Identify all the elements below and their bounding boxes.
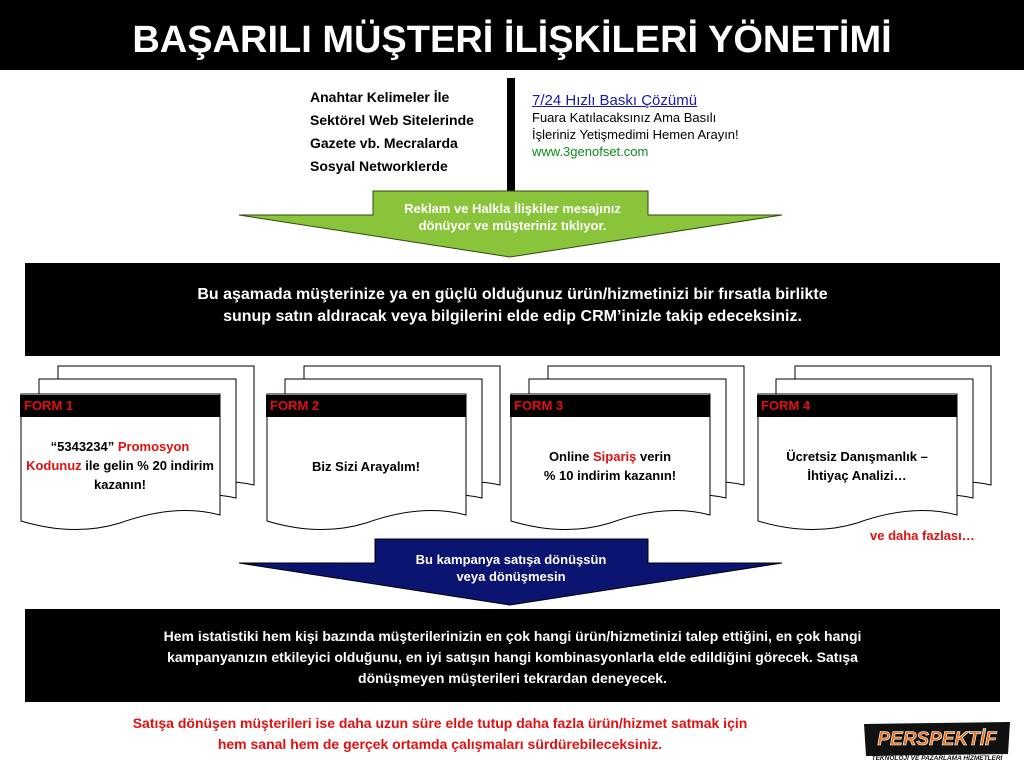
search-ad [532,92,739,160]
navy-arrow-text [375,551,647,585]
form-text [516,447,704,485]
info-box-2-line1: Hem istatistiki hem kişi bazında müşterilerinizin en çok hangi ürün/hizmetinizi talep ettiğini, en çok hangi [163,628,862,644]
more-text: ve daha fazlası… [870,528,975,543]
form-card-3 [510,365,750,535]
form-label: FORM 2 [266,395,466,417]
form-text [26,437,214,494]
form3-online: Online [548,449,593,464]
keyword-list [310,86,474,178]
form-label: FORM 3 [510,395,710,417]
form-text [763,447,951,485]
footer-text [40,713,840,755]
ad-description-2: İşleriniz Yetişmedimi Hemen Arayın! [532,127,739,142]
form4-line2: İhtiyaç Analizi… [807,468,907,483]
callout1-line1: Reklam ve Halkla İlişkiler mesajınız [404,201,621,216]
form-card-2 [266,365,506,535]
form1-code: “5343234” [50,439,118,454]
info-box-2 [25,609,1000,702]
form-card-4 [757,365,997,535]
ad-title-link[interactable]: 7/24 Hızlı Baskı Çözümü [532,92,698,109]
info-box-1-line1: Bu aşamada müşterinize ya en güçlü olduğunuz ürün/hizmetinizi bir fırsatla birlikte [197,286,828,303]
form3-discount: % 10 indirim kazanın! [543,468,677,483]
form4-line1: Ücretsiz Danışmanlık – [786,449,928,464]
form-text [272,457,460,476]
divider-bar [507,78,515,198]
form1-rest: ile gelin % 20 indirim kazanın! [81,458,214,492]
ad-description-1: Fuara Katılacaksınız Ama Basılı [532,110,717,125]
keyword-item: Gazete vb. Mecralarda [310,135,458,151]
page-title: BAŞARILI MÜŞTERİ İLİŞKİLERİ YÖNETİMİ [0,0,1024,70]
footer-line1: Satışa dönüşen müşterileri ise daha uzun süre elde tutup daha fazla ürün/hizmet satmak için [132,715,748,731]
callout1-line2: dönüyor ve müşteriniz tıklıyor. [418,218,607,233]
form3-order: Sipariş [593,449,637,464]
info-box-1 [25,263,1000,356]
info-box-2-line2: kampanyanızın etkileyici olduğunu, en iyi satışın hangi kombinasyonlarla elde edildiğini görecek. Satışa [167,649,858,665]
keyword-item: Sektörel Web Sitelerinde [310,112,474,128]
form-label: FORM 1 [20,395,220,417]
form3-verin: verin [636,449,672,464]
form-label: FORM 4 [757,395,957,417]
perspektif-logo [862,720,1012,762]
footer-line2: hem sanal hem de gerçek ortamda çalışmaları sürdürebileceksiniz. [217,736,663,752]
svg-text:PERSPEKTİF: PERSPEKTİF [877,729,997,750]
form-card-1 [20,365,260,535]
keyword-item: Anahtar Kelimeler İle [310,89,450,105]
info-box-1-line2: sunup satın aldıracak veya bilgilerini elde edip CRM’inizle takip edeceksiniz. [223,308,802,325]
form1-promo: Promosyon Kodunuz [26,439,190,473]
svg-text:TEKNOLOJİ VE PAZARLAMA HİZMETL: TEKNOLOJİ VE PAZARLAMA HİZMETLERİ [871,755,1003,762]
keyword-item: Sosyal Networklerde [310,158,448,174]
callout2-line2: veya dönüşmesin [456,569,566,584]
form2-text: Biz Sizi Arayalım! [312,459,420,474]
callout2-line1: Bu kampanya satışa dönüşsün [415,552,607,567]
info-box-2-line3: dönüşmeyen müşterileri tekrardan deneyecek. [358,670,667,686]
green-arrow-text [370,200,655,234]
document-stack-icon [266,365,506,535]
ad-url[interactable]: www.3genofset.com [532,144,649,159]
